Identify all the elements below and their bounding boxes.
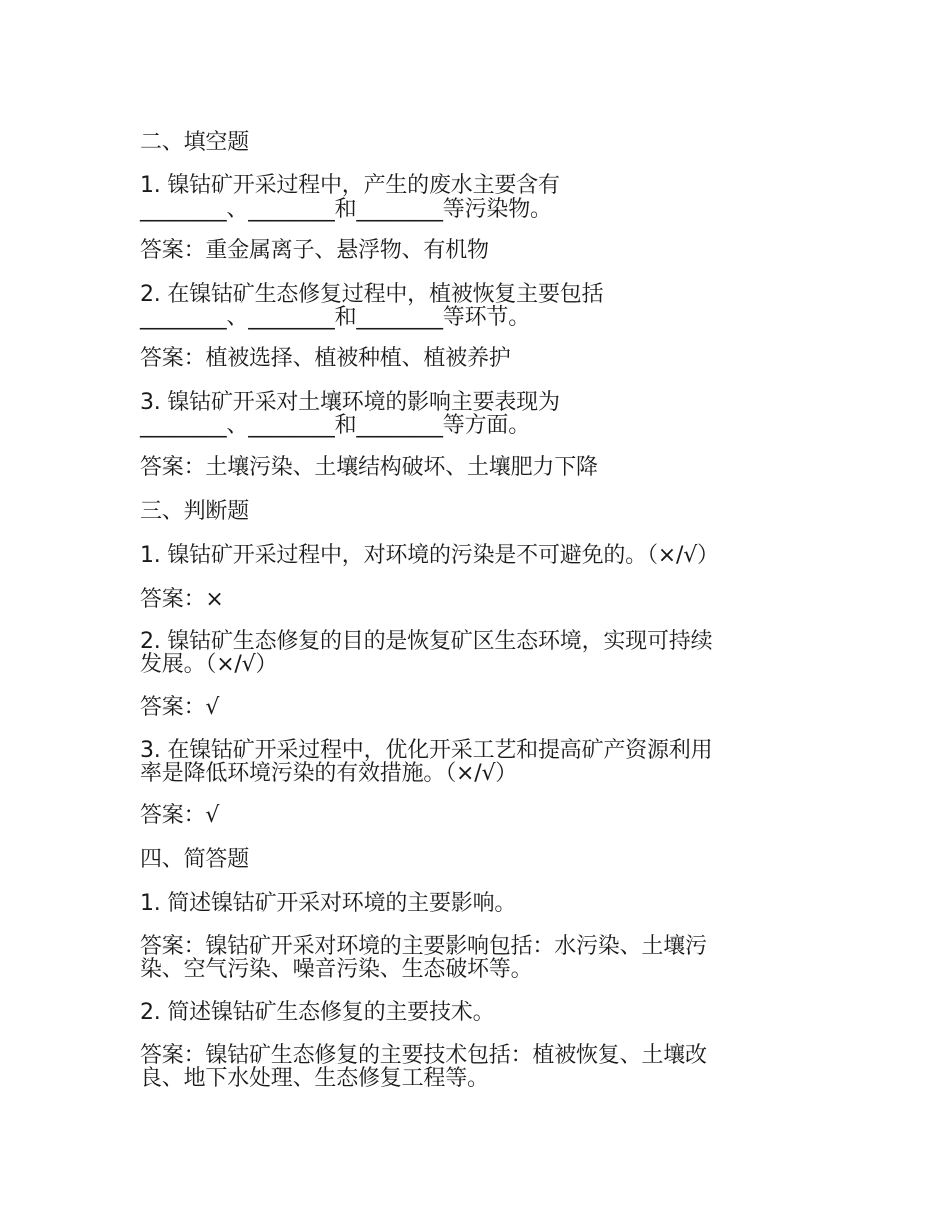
answer-line: 答案：植被选择、植被种植、植被养护: [140, 346, 511, 371]
question-line: 率是降低环境污染的有效措施。（×/√）: [140, 761, 518, 786]
answer-line: 染、空气污染、噪音污染、生态破坏等。: [140, 957, 533, 982]
answer-line: 答案：√: [140, 803, 220, 828]
question-line: 2. 在镍钴矿生态修复过程中，植被恢复主要包括: [140, 282, 604, 307]
question-line: ________、________和________等污染物。: [140, 197, 552, 222]
question-line: 2. 镍钴矿生态修复的目的是恢复矿区生态环境，实现可持续: [140, 629, 713, 654]
question-line: 2. 简述镍钴矿生态修复的主要技术。: [140, 1000, 495, 1025]
answer-line: 答案：镍钴矿开采对环境的主要影响包括：水污染、土壤污: [140, 934, 707, 959]
answer-line: 答案：重金属离子、悬浮物、有机物: [140, 238, 489, 263]
answer-line: 答案：√: [140, 695, 220, 720]
question-line: 3. 镍钴矿开采对土壤环境的影响主要表现为: [140, 390, 560, 415]
question-line: ________、________和________等环节。: [140, 305, 531, 330]
section-heading: 二、填空题: [140, 130, 250, 155]
section-heading: 四、简答题: [140, 847, 250, 872]
question-line: 3. 在镍钴矿开采过程中，优化开采工艺和提高矿产资源利用: [140, 738, 713, 763]
question-line: ________、________和________等方面。: [140, 413, 531, 438]
answer-line: 答案：×: [140, 587, 224, 612]
answer-line: 良、地下水处理、生态修复工程等。: [140, 1066, 489, 1091]
answer-line: 答案：镍钴矿生态修复的主要技术包括：植被恢复、土壤改: [140, 1043, 707, 1068]
section-heading: 三、判断题: [140, 499, 250, 524]
question-line: 1. 镍钴矿开采过程中，产生的废水主要含有: [140, 173, 560, 198]
question-line: 1. 镍钴矿开采过程中，对环境的污染是不可避免的。（×/√）: [140, 543, 719, 568]
question-line: 发展。（×/√）: [140, 652, 278, 677]
answer-line: 答案：土壤污染、土壤结构破坏、土壤肥力下降: [140, 455, 598, 480]
question-line: 1. 简述镍钴矿开采对环境的主要影响。: [140, 891, 517, 916]
